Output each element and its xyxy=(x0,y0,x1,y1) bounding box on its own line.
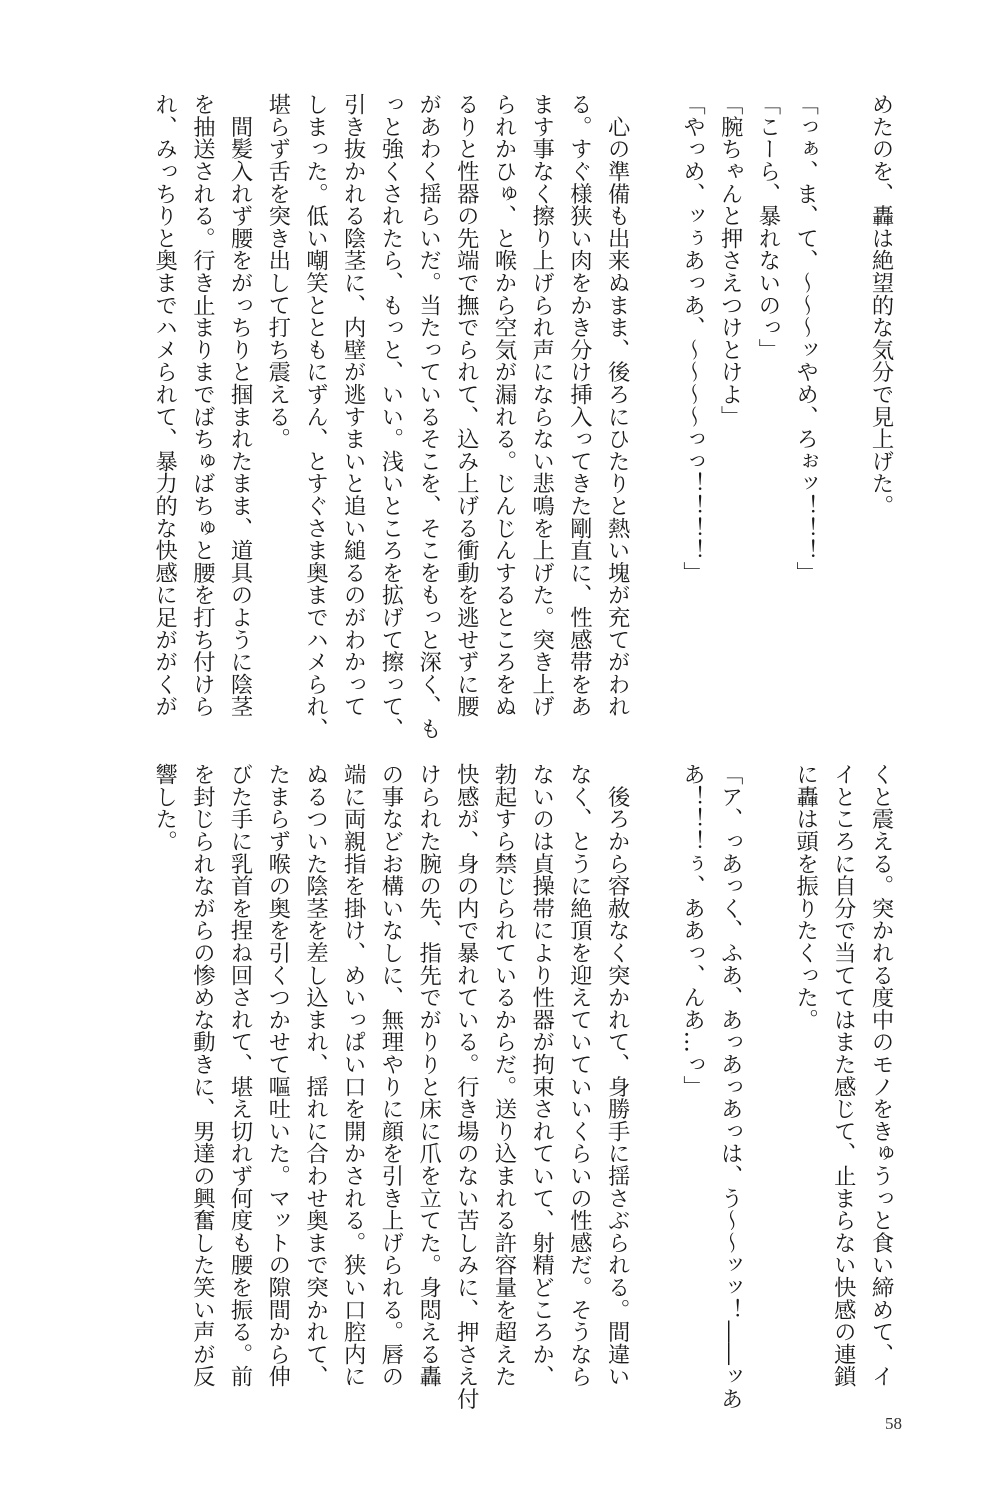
text-line: 「ア、っあっく、ふあ、あっあっあっは、う〜〜ッッ！――ッあ xyxy=(717,763,744,1410)
text-line: られかひゅ、と喉から空気が漏れる。じんじんするところをぬ xyxy=(491,93,517,718)
text-line: びた手に乳首を捏ね回されて、堪え切れず何度も腰を振る。前 xyxy=(227,763,254,1388)
text-line: に轟は頭を振りたくった。 xyxy=(792,763,819,1031)
text-line: イところに自分で当ててはまた感じて、止まらない快感の連鎖 xyxy=(830,763,857,1388)
dialogue xyxy=(673,763,748,1410)
text-line: る。すぐ様狭い肉をかき分け挿入ってきた剛直に、性感帯をあ xyxy=(566,93,593,718)
text-line: 快感が、身の内で暴れている。行き場のない苦しみに、押さえ付 xyxy=(453,763,480,1410)
text-line: 心の準備も出来ぬまま、後ろにひたりと熱い塊が充てがわれ xyxy=(604,93,631,718)
text-block-bottom xyxy=(145,763,899,1410)
text-line: 後ろから容赦なく突かれて、身勝手に揺さぶられる。間違い xyxy=(604,763,631,1388)
text-line: 引き抜かれる陰茎に、内壁が逃すまいと追い縋るのがわかって xyxy=(340,93,367,718)
blank-line xyxy=(635,763,673,1403)
page-number: 58 xyxy=(885,1414,902,1433)
text-line: 「っぁ、ま、て、〜〜〜ッやめ、ろぉッ！！！」 xyxy=(792,93,819,584)
text-line: ないのは貞操帯により性器が拘束されていて、射精どころか、 xyxy=(528,763,555,1388)
text-line: の事などお構いなしに、無理やりに顔を引き上げられる。唇の xyxy=(377,763,404,1388)
text-line: 響した。 xyxy=(151,763,178,853)
text-line: 「やっめ、ッぅあっあ、〜〜〜〜っっ！！！！」 xyxy=(679,93,706,584)
text-line: があわく揺らいだ。当たっているそこを、そこをもっと深く、も xyxy=(415,93,442,740)
text-line: ます事なく擦り上げられ声にならない悲鳴を上げた。突き上げ xyxy=(528,93,555,718)
text-line: れ、みっちりと奥までハメられて、暴力的な快感に足ががくが xyxy=(151,93,178,718)
text-line: るりと性器の先端で撫でられて、込み上げる衝動を逃せずに腰 xyxy=(453,93,480,718)
blank-line xyxy=(635,93,673,733)
paragraph xyxy=(786,763,899,1403)
paragraph xyxy=(145,93,635,740)
paragraph xyxy=(145,763,635,1410)
text-line: けられた腕の先、指先でがりりと床に爪を立てた。身悶える轟 xyxy=(415,763,442,1388)
text-line: ぬるついた陰茎を差し込まれ、揺れに合わせ奥まで突かれて、 xyxy=(302,763,329,1388)
text-line: なく、とうに絶頂を迎えていていいくらいの性感だ。そうなら xyxy=(566,763,593,1388)
paragraph xyxy=(861,93,899,733)
text-line: 堪らず舌を突き出して打ち震える。 xyxy=(264,93,291,450)
text-line: あ！！！ぅ、ああっ、んあ…っ」 xyxy=(679,763,706,1098)
text-line: 間髪入れず腰をがっちりと掴まれたまま、道具のように陰茎 xyxy=(227,93,254,718)
text-line: 端に両親指を掛け、めいっぱい口を開かされる。狭い口腔内に xyxy=(340,763,367,1388)
text-line: たまらず喉の奥を引くつかせて嘔吐いた。マットの隙間から伸 xyxy=(264,763,291,1388)
text-line: 「こーら、暴れないのっ」 xyxy=(754,93,781,361)
blank-line xyxy=(824,93,862,733)
text-line: しまった。低い嘲笑とともにずん、とすぐさま奥までハメられ、 xyxy=(302,93,329,740)
text-line: を封じられながらの惨めな動きに、男達の興奮した笑い声が反 xyxy=(189,763,216,1388)
text-line: めたのを、轟は絶望的な気分で見上げた。 xyxy=(868,93,894,517)
text-line: 勃起すら禁じられているからだ。送り込まれる許容量を超えた xyxy=(491,763,517,1388)
blank-line xyxy=(748,763,786,1403)
text-line: くと震える。突かれる度中のモノをきゅうっと食い締めて、イ xyxy=(868,763,894,1388)
text-line: を抽送される。行き止まりまでばちゅばちゅと腰を打ち付けら xyxy=(189,93,216,718)
text-line: っと強くされたら、もっと、いい。浅いところを拡げて擦って、 xyxy=(377,93,404,740)
text-line: 「腕ちゃんと押さえつけとけよ」 xyxy=(717,93,744,428)
dialogue xyxy=(673,93,824,733)
text-block-top xyxy=(145,93,899,740)
